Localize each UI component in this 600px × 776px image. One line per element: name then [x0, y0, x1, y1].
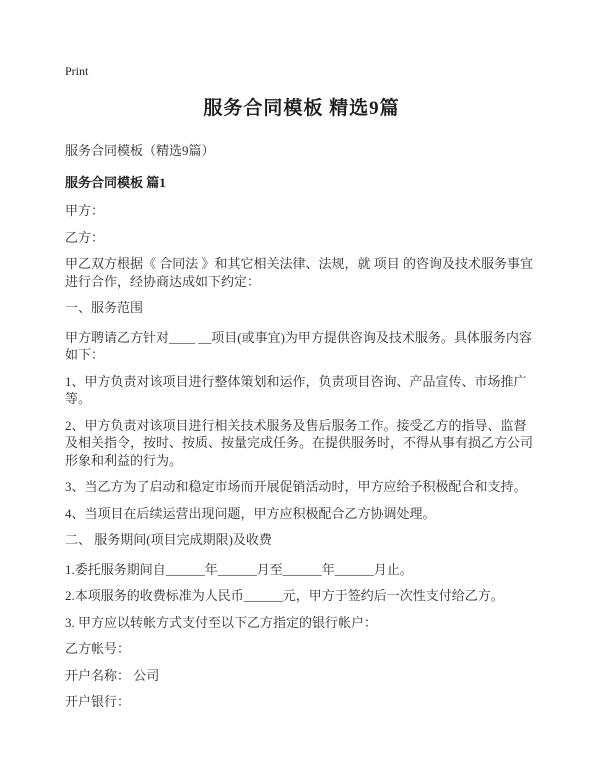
intro-paragraph: 甲乙双方根据《 合同法 》和其它相关法律、法规，就 项目 的咨询及技术服务事宜进行合作，经协商达成如下约定：: [65, 256, 534, 289]
section-2-heading: 二、 服务期间(项目完成期限)及收费: [65, 532, 272, 547]
section-2-payment-clause: 3. 甲方应以转帐方式支付至以下乙方指定的银行帐户：: [65, 614, 378, 630]
bank-name-line: 开户银行：: [65, 694, 131, 709]
section-1-clause-1: 1、甲方负责对该项目进行整体策划和运作，负责项目咨询、产品宣传、市场推广等。: [65, 373, 527, 406]
document-subtitle: 服务合同模板（精选9篇）: [65, 143, 215, 158]
section-1-clause-2: 2、甲方负责对该项目进行相关技术服务及售后服务工作。接受乙方的指导、监督及相关指令，按时、按质、按量完成任务。在提供服务时，不得从事有损乙方公司形象和利益的行为。: [65, 417, 534, 468]
section-1-clause-3: 3、当乙方为了启动和稳定市场而开展促销活动时，甲方应给予积极配合和支持。: [65, 479, 527, 494]
print-link[interactable]: Print: [65, 64, 89, 78]
section-1-clause-4: 4、当项目在后续运营出现问题，甲方应积极配合乙方协调处理。: [65, 505, 436, 521]
party-b-line: 乙方：: [65, 229, 105, 245]
section-1-lead: 甲方聘请乙方针对____ __项目(或事宜)为甲方提供咨询及技术服务。具体服务内容如下：: [65, 329, 532, 362]
account-name-line: 开户名称： 公司: [65, 667, 160, 683]
section-2-fee-clause: 2.本项服务的收费标准为人民币______元，甲方于签约后一次性支付给乙方。: [65, 588, 504, 603]
section-2-term-clause: 1.委托服务期间自______年______月至______年______月止。: [65, 561, 413, 577]
account-number-line: 乙方帐号：: [65, 641, 131, 656]
document-title: 服务合同模板 精选9篇: [203, 98, 400, 119]
section-1-heading: 一、服务范围: [65, 300, 144, 315]
party-a-line: 甲方：: [65, 203, 105, 218]
article-1-heading: 服务合同模板 篇1: [65, 175, 166, 190]
